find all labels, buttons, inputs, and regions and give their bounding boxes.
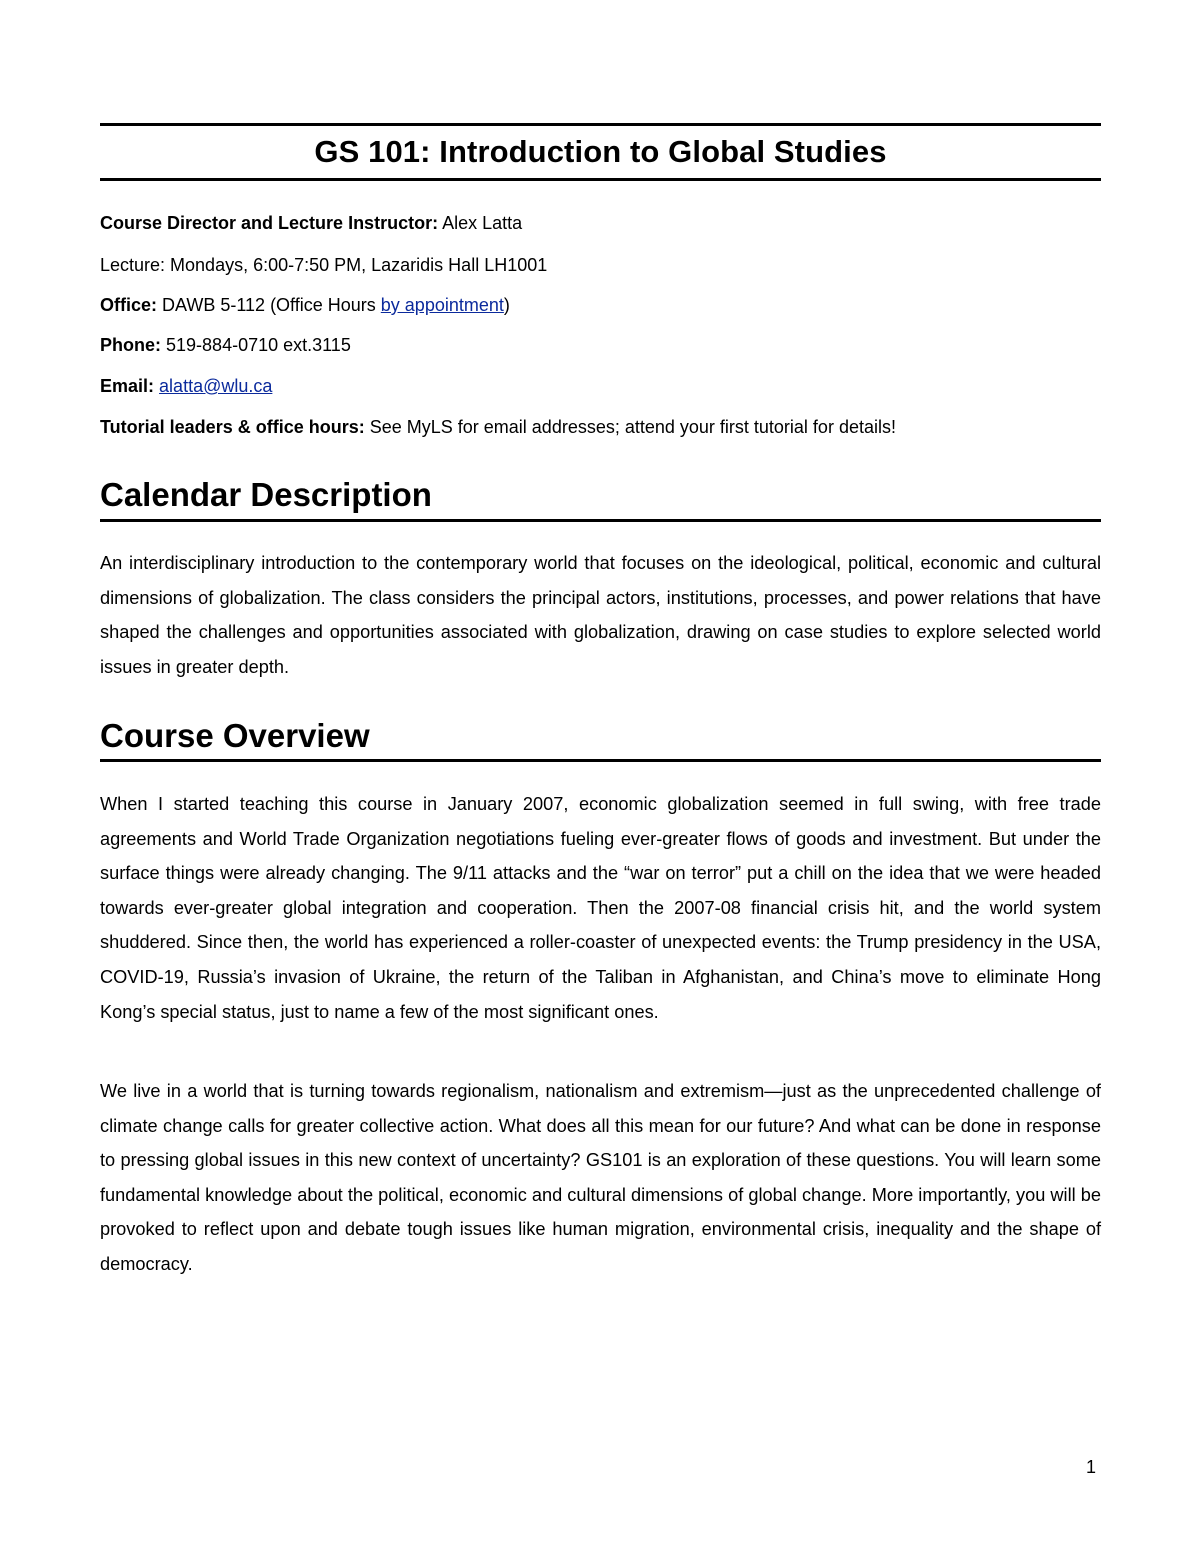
director-label: Course Director and Lecture Instructor: [100,213,439,233]
appointment-link[interactable]: by appointment [380,295,504,315]
lecture-text: Lecture: Mondays, 6:00-7:50 PM, Lazaridis Hall LH1001 [100,255,548,275]
office-line [100,294,1101,316]
director-line [100,212,1101,234]
office-label: Office: [100,295,158,315]
office-value: DAWB 5-112 (Office Hours [162,295,376,315]
director-value: Alex Latta [442,213,523,233]
email-line [100,375,1101,397]
tutorial-line [100,416,1101,438]
page-number: 1 [1086,1457,1097,1477]
tutorial-label: Tutorial leaders & office hours: [100,417,365,437]
phone-value: 519-884-0710 ext.3115 [166,335,351,355]
calendar-heading-text: Calendar Description [100,476,432,513]
calendar-paragraph: An interdisciplinary introduction to the contemporary world that focuses on the ideological, political, economic and cultural dimensions of globalization. The class considers the principal actors, institutions, processes, and power relations that have shaped the challenges and opportunities associated with globalization, drawing on case studies to explore selected world issues in greater depth. [100,553,1101,677]
phone-line [100,334,1101,356]
page-title: GS 101: Introduction to Global Studies [314,134,887,169]
lecture-line [100,254,1101,276]
overview-paragraph-1: When I started teaching this course in January 2007, economic globalization seemed in full swing, with free trade agreements and World Trade Organization negotiations fueling ever-greater flows of goods and investment. But under the surface things were already changing. The 9/11 attacks and the “war on terror” put a chill on the idea that we were headed towards ever-greater global integration and cooperation. Then the 2007-08 financial crisis hit, and the world system shuddered. Since then, the world has experienced a roller-coaster of unexpected events: the Trump presidency in the USA, COVID-19, Russia’s invasion of Ukraine, the return of the Taliban in Afghanistan, and China’s move to eliminate Hong Kong’s special status, just to name a few of the most significant ones. [100,794,1101,1022]
overview-heading [100,716,1101,762]
email-label: Email: [100,376,155,396]
overview-heading-text: Course Overview [100,717,370,754]
office-value-suffix: ) [503,295,510,315]
title-block [100,123,1101,181]
email-link[interactable]: alatta@wlu.ca [159,376,273,396]
overview-paragraph-2: We live in a world that is turning towards regionalism, nationalism and extremism—just as the unprecedented challenge of climate change calls for greater collective action. What does all this mean for our future? And what can be done in response to pressing global issues in this new context of uncertainty? GS101 is an exploration of these questions. You will learn some fundamental knowledge about the political, economic and cultural dimensions of global change. More importantly, you will be provoked to reflect upon and debate tough issues like human migration, environmental crisis, inequality and the shape of democracy. [100,1081,1101,1274]
phone-label: Phone: [100,335,161,355]
tutorial-value: See MyLS for email addresses; attend your first tutorial for details! [369,417,896,437]
calendar-heading [100,475,1101,522]
